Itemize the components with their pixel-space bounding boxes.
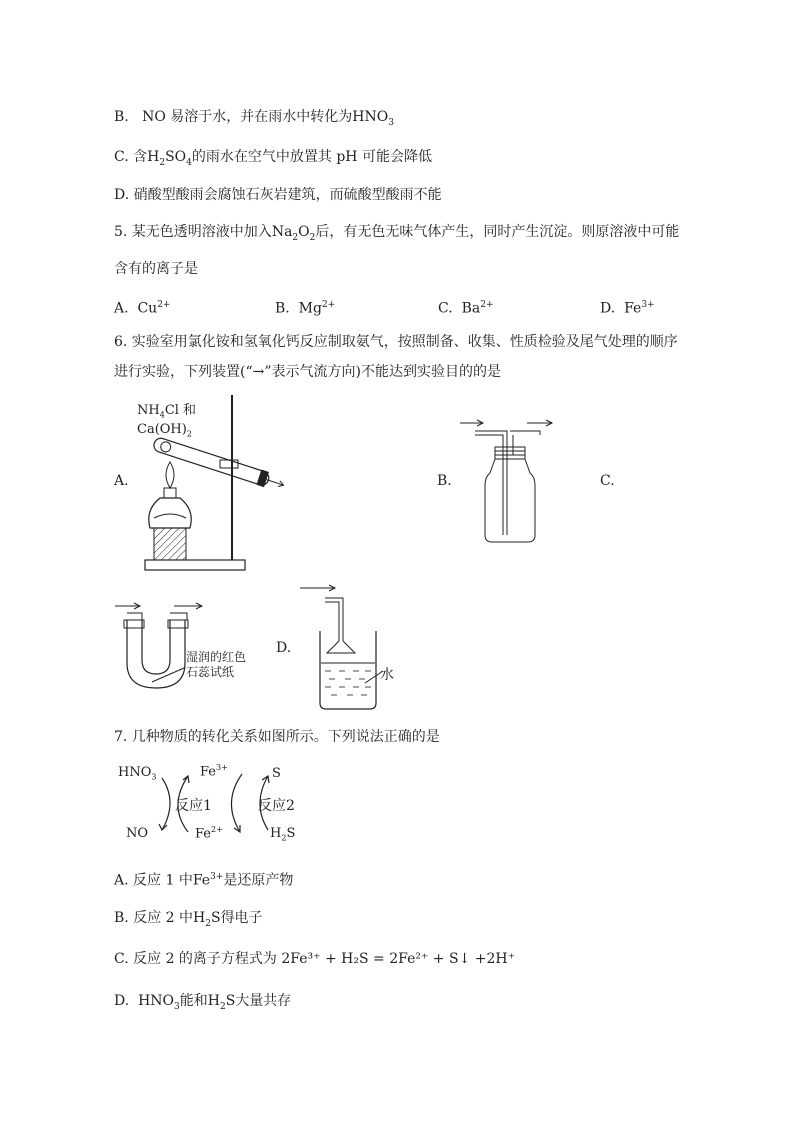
q7-option-d: D. $HNO_3$能和$H_2S$大量共存 [114,993,292,1012]
diagram-fe2: $Fe^{2+}$ [195,825,223,842]
q4-option-c: C. 含$H_2SO_4$的雨水在空气中放置其 pH 可能会降低 [114,149,432,168]
diagram-fe3: $Fe^{3+}$ [200,763,228,780]
apparatus-a-reagent-label: $NH_4Cl$ 和 $Ca(OH)_2$ [137,403,197,439]
q6-option-b-letter: B. [437,473,452,489]
apparatus-d-water-label: 水 [380,667,394,683]
q4-option-d: D. 硝酸型酸雨会腐蚀石灰岩建筑，而硫酸型酸雨不能 [114,187,442,203]
q6-stem-line2: 进行实验，下列装置(“→”表示气流方向)不能达到实验目的的是 [114,364,501,380]
q6-option-a-letter: A. [114,473,129,489]
q7-option-c: C. 反应 2 的离子方程式为 2Fe³⁺ + H₂S = 2Fe²⁺ + S↓ +2H⁺ [114,951,515,967]
q7-stem: 7. 几种物质的转化关系如图所示。下列说法正确的是 [114,729,440,745]
q6-stem-line1: 6. 实验室用氯化铵和氢氧化钙反应制取氨气，按照制备、收集、性质检验及尾气处理的顺序 [114,334,678,350]
q6-option-d-letter: D. [276,640,292,656]
q5-option-a: A. $Cu^{2+}$ [114,300,171,317]
q5-option-d: D. $Fe^{3+}$ [600,300,655,317]
q5-stem-line1: 5. 某无色透明溶液中加入$Na_2O_2$后，有无色无味气体产生，同时产生沉淀。则原溶液中可能 [114,224,680,243]
apparatus-c-paper-label: 湿润的红色 石蕊试纸 [186,650,247,679]
q5-option-c: C. $Ba^{2+}$ [438,300,494,317]
diagram-hno3: $HNO_3$ [118,765,157,782]
q4-option-b: B. NO 易溶于水，并在雨水中转化为$HNO_3$ [114,109,394,128]
diagram-s: S [272,766,281,781]
q5-option-b: B. $Mg^{2+}$ [275,300,336,317]
apparatus-b-drawing [455,415,560,545]
q6-option-c-letter: C. [600,473,615,489]
reaction-cycle-arrows [150,760,290,850]
apparatus-a-drawing [140,390,300,575]
q5-stem-line2: 含有的离子是 [114,261,198,277]
diagram-no: NO [126,826,149,841]
diagram-reaction2: 反应2 [258,798,295,814]
diagram-reaction1: 反应1 [175,798,212,814]
q7-option-b: B. 反应 2 中$H_2S$得电子 [114,910,263,929]
q7-option-a: A. 反应 1 中$Fe^{3+}$是还原产物 [114,872,294,889]
diagram-h2s: $H_2S$ [270,826,296,843]
apparatus-d-drawing [295,583,415,713]
